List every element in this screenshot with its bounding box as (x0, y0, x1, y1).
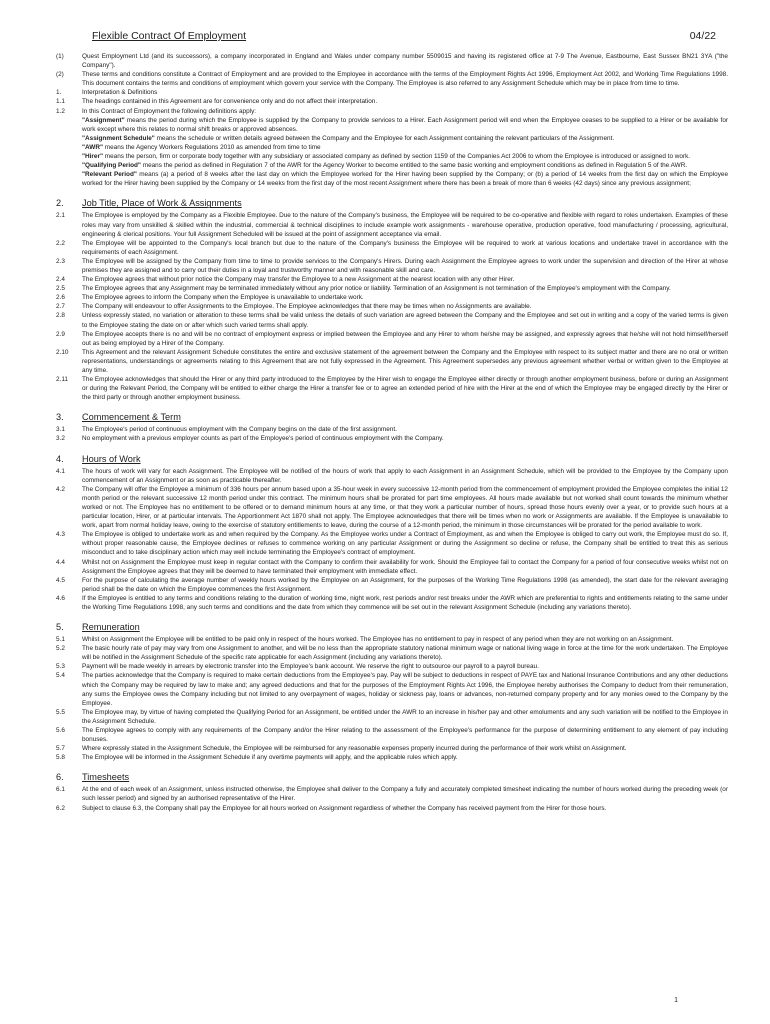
clause-text: This Agreement and the relevant Assignment Schedule constitutes the entire and exclusive statement of the agreement between the Company and the Employee with respect to its subject matter and there are no oral or written representations, understandings or agreements relating to this Agreement that are not fully expressed in the Agreement. This Agreement supersedes any previous agreement whether verbal or written given to the Employee at any time. (82, 348, 728, 374)
clause-text (82, 161, 728, 170)
clause-text: The Employee is employed by the Company as a Flexible Employee. Due to the nature of the Company's business, the Employee will be required to be co-operative and flexible with regard to roles undertaken. Examples of these roles may vary from unskilled & skilled within the industrial, commercial & technical disciplines to include example work assignments - warehouse operative, production operative, food manufacturing / processing, agricultural, engineering & clerical positions. Your full Assignment Scheduled will be issued at the point of assignment acceptance via email. (82, 212, 728, 238)
clause-number: 4.5 (56, 576, 65, 584)
clause-number: 2.7 (56, 303, 65, 311)
clause (56, 275, 728, 284)
clause-number: 6.1 (56, 786, 65, 794)
clause-text: The Company will offer the Employee a minimum of 336 hours per annum based upon a 35-hour week in every successive 12-month period from the commencement of employment provided the Employee completes the initial 12 month period or the relevant successive 12 month period under this contract. The minimum hours shall be prorated for part time employees. All hours made available but not worked shall count towards the minimum whether worked or not. The Employee has no entitlement to be offered or to demand minimum hours at any time, or that they work a particular number of hours, spread those hours evenly over a year, or to provide such hours at a particular location, Hirer, or at particular intervals. The Apportionment Act 1870 shall not apply. The Employee acknowledges that there will be times when no work or Assignments are available. If the Employee is unavailable to work, apart from normal holiday leave, owing to the exercise of statutory entitlements to leave, during the course of a 12-month period, the minimum in those circumstances will be prorated for the period available to work. (82, 485, 728, 530)
definition-text: means the period during which the Employee is supplied by the Company to provide services to a Hirer. Each Assignment period will end when the Employee ceases to be supplied to a Hirer or be available for work except where this relates to normal shift breaks or approved absences. (82, 116, 728, 133)
clause-text: The headings contained in this Agreement are for convenience only and do not affect their interpretation. (82, 98, 378, 106)
clause (56, 635, 728, 644)
clause-number: 2. (56, 198, 64, 209)
clause (56, 152, 728, 161)
clause-number: 4.6 (56, 594, 65, 602)
clause-text: At the end of each week of an Assignment, unless instructed otherwise, the Employee shall deliver to the Company a fully and accurately completed timesheet indicating the number of hours worked during the preceding week (or such lesser period) and signed by an authorised representative of the Hirer. (82, 786, 728, 803)
clause-text: The hours of work will vary for each Assignment. The Employee will be notified of the hours of work that apply to each Assignment in an Assignment Schedule, which will be provided to the Employee by the Company upon commencement of an Assignment or as soon as practicable thereafter. (82, 467, 728, 484)
clause-text: Subject to clause 6.3, the Company shall pay the Employee for all hours worked on Assignment regardless of whether the Company has received payment from the Hirer for those hours. (82, 804, 607, 812)
section-heading (56, 411, 728, 423)
document-header (92, 30, 716, 46)
clause (56, 594, 728, 612)
clause-text: The Employee acknowledges that should the Hirer or any third party introduced to the Employee by the Hirer wish to engage the Employee either directly or through another employment business, before or during an Assignment or during the Relevant Period, the Company will be entitled to either charge the Hirer a transfer fee or to agree an extended period of hire with the Hirer at the end of which the Employee may be engaged directly by the Hirer or the third party or through another employment business. (82, 376, 728, 402)
defined-term: "Assignment" (82, 116, 125, 124)
clause (56, 726, 728, 744)
clause (56, 302, 728, 311)
section-heading (56, 621, 728, 633)
clause-text: The Employee agrees that without prior notice the Company may transfer the Employee to a new Assignment at the nearest location with any other Hirer. (82, 276, 515, 284)
clause-number: 5.8 (56, 754, 65, 762)
clause-number: 5. (56, 622, 64, 633)
clause-number: 2.6 (56, 294, 65, 302)
clause-text: For the purpose of calculating the average number of weekly hours worked by the Employee on an Assignment, for the purposes of the Working Time Regulations 1998 (as amended), the start date for the relevant averaging period shall be the date on which the Employee commences the first Assignment. (82, 576, 728, 593)
clause (56, 70, 728, 88)
clause-text: Interpretation & Definitions (82, 89, 158, 97)
clause (56, 311, 728, 329)
clause-number: 5.7 (56, 745, 65, 753)
clause-number (56, 134, 82, 143)
clause (56, 530, 728, 557)
clause-text: The Employee accepts there is no and will be no contract of employment express or implied between the Employee and any Hirer to whom he/she may be assigned, and expressly agrees that he/she will not hold himself/herself out as being employed by a Hirer of the Company. (82, 330, 728, 347)
clause-text: In this Contract of Employment the following definitions apply: (82, 107, 257, 115)
clause-number: 1.1 (56, 98, 65, 106)
clause (56, 671, 728, 707)
clause-text: Whilst on Assignment the Employee will be entitled to be paid only in respect of the hours worked. The Employee has no entitlement to pay in respect of any period when they are not working on an Assignment. (82, 636, 674, 644)
clause-number: 4.2 (56, 485, 65, 493)
defined-term: "Hirer" (82, 153, 103, 161)
section-heading (56, 453, 728, 465)
clause (56, 785, 728, 803)
clause-text: The Employee is obliged to undertake work as and when required by the Company. As the Employee works under a Contract of Employment, as and when the Employee is obliged to carry out work, the Employee must do so. If, without proper reasonable cause, the Employee declines or refuses to commence working on any particular Assignment or during the Assignment so decline or refuse, the Company shall be entitled to treat this as serious misconduct and to take disciplinary action which may well include terminating the Employee's contract of employment. (82, 531, 728, 557)
clause-number: 1. (56, 89, 62, 97)
clause-text: These terms and conditions constitute a Contract of Employment and are provided to the Employee in accordance with the terms of the Employment Rights Act 1996, Employment Act 2002, and Working Time Regulations 1998. This document contains the terms and conditions of employment which govern your service with the Company. The Employee is also referred to any Assignment Schedule which may be in place from time to time. (82, 71, 728, 88)
clause-text (82, 143, 728, 152)
clause (56, 107, 728, 116)
clause-text: Payment will be made weekly in arrears by electronic transfer into the Employee's bank account. We reserve the right to outsource our payroll to a payroll bureau. (82, 663, 539, 671)
clause (56, 52, 728, 70)
document-title: Flexible Contract Of Employment (92, 30, 247, 42)
clause-text: No employment with a previous employer counts as part of the Employee's period of continuous employment with the Company. (82, 435, 444, 443)
clause-number: 6.2 (56, 804, 65, 812)
clause-text: The basic hourly rate of pay may vary from one Assignment to another, and will be no less than the appropriate statutory national minimum wage or national living wage in force at the time for the work undertaken. The Employee will be notified in the Assignment Schedule of the specific rate applicable for each Assignment (including any variations thereto). (82, 645, 728, 662)
definition-text: means the schedule or written details agreed between the Company and the Employee for each Assignment containing the relevant particulars of the Assignment. (154, 134, 615, 142)
clause (56, 744, 728, 753)
clause-text: The parties acknowledge that the Company is required to make certain deductions from the Employee's pay. Pay will be subject to deductions in respect of PAYE tax and National Insurance Contributions and any other deductions which the Company may be required by law to make and; any agreed deductions and that for the purposes of the Employment Rights Act 1996, the Employee hereby authorises the Company to deduct from their remuneration, any sums the Employee owes the Company including but not limited to any overpayment of wages, holiday or sickness pay, loans or advances, non-returned company property and for any monies owed to the Company by the Employee. (82, 672, 728, 707)
clause (56, 558, 728, 576)
clause-text: If the Employee is entitled to any terms and conditions relating to the duration of working time, night work, rest periods and/or rest breaks under the AWR which are preferential to rights and entitlements relating to the same under the Working Time Regulations 1998, any such terms and conditions and the date from which they commence will be set out in the relevant Assignment Schedule (including any variations thereto). (82, 594, 728, 611)
clause-number: (2) (56, 71, 64, 79)
clause-text: Where expressly stated in the Assignment Schedule, the Employee will be reimbursed for any reasonable expenses properly incurred during the performance of their work whilst on Assignment. (82, 745, 627, 753)
clause-number: 2.2 (56, 239, 65, 247)
clause-text (82, 170, 728, 188)
definition-text: means (a) a period of 8 weeks after the last day on which the Employee worked for the Hirer having been supplied by the Company; or (b) a period of 14 weeks from the first day on which the Employee worked for the Hirer having been supplied by the Company or 14 weeks from the first day of the most recent Assignment where there has been a break of more than 6 weeks (42 days) since any previous assignment; (82, 171, 728, 188)
clause-text: Commencement & Term (82, 412, 181, 423)
clause-text (82, 116, 728, 134)
clause-number: 5.3 (56, 663, 65, 671)
clause-number (56, 143, 82, 152)
clause (56, 485, 728, 530)
clause-number (56, 116, 82, 134)
document-reference: 04/22 (689, 30, 716, 42)
clause-number: 2.9 (56, 330, 65, 338)
definition-text: means the Agency Workers Regulations 2010 as amended from time to time (102, 143, 321, 151)
definition-text: means the person, firm or corporate body together with any subsidiary or associated company as defined by section 1159 of the Companies Act 2006 to whom the Employee is introduced or assigned to work. (102, 153, 691, 161)
clause-number (56, 170, 82, 188)
clause-number: 2.5 (56, 285, 65, 293)
clause (56, 143, 728, 152)
clause-number: 5.2 (56, 645, 65, 653)
clause-number: 2.3 (56, 257, 65, 265)
clause-number: 4.3 (56, 531, 65, 539)
clause (56, 753, 728, 762)
clause-text: The Employee agrees to comply with any requirements of the Company and/or the Hirer relating to the assessment of the Employee's performance for the purpose of determining entitlement to any element of pay including bonuses. (82, 727, 728, 744)
clause-text: The Employee may, by virtue of having completed the Qualifying Period for an Assignment, be entitled under the AWR to an increase in his/her pay and other emoluments and any such variation will be notified to the Employee in the Assignment Schedule. (82, 708, 728, 725)
clause (56, 161, 728, 170)
clause (56, 467, 728, 485)
clause-text: Whilst not on Assignment the Employee must keep in regular contact with the Company to confirm their availability for work. Should the Employee fail to contact the Company for a period of four consecutive weeks whilst not on Assignment the Employee agrees that they will be deemed to have terminated their employment with immediate effect. (82, 558, 728, 575)
clause-text (82, 152, 728, 161)
clause-text: The Employee will be assigned by the Company from time to time to provide services to the Company's Hirers. During each Assignment the Employee agrees to work under the supervision and direction of the Hirer at whose premises they are assigned and to carry out their duties in a loyal and trustworthy manner and with reasonable skill and care. (82, 257, 728, 274)
clause-number: 2.8 (56, 312, 65, 320)
document-body (56, 52, 728, 813)
clause-text: The Employee will be informed in the Assignment Schedule if any overtime payments will apply, and the applicable rules which apply. (82, 754, 458, 762)
clause (56, 804, 728, 813)
clause (56, 708, 728, 726)
clause-text: The Employee agrees to inform the Company when the Employee is unavailable to undertake work. (82, 294, 364, 302)
clause-number: 4.1 (56, 467, 65, 475)
clause (56, 425, 728, 434)
clause-text: Job Title, Place of Work & Assignments (82, 198, 242, 209)
clause-number (56, 161, 82, 170)
clause-text: The Employee agrees that any Assignment may be terminated immediately without any prior notice or liability. Termination of an Assignment is not termination of the Employee's employment with the Company. (82, 285, 671, 293)
clause-number: 2.1 (56, 212, 65, 220)
clause (56, 88, 728, 97)
clause-number: 2.4 (56, 276, 65, 284)
clause (56, 293, 728, 302)
section-heading (56, 197, 728, 209)
clause-number: 3.2 (56, 435, 65, 443)
clause-number: 5.4 (56, 672, 65, 680)
clause-text: Timesheets (82, 772, 130, 783)
clause (56, 330, 728, 348)
clause-number: 4. (56, 453, 64, 464)
clause-text: The Employee's period of continuous employment with the Company begins on the date of the first assignment. (82, 426, 397, 434)
clause-number: 2.11 (56, 376, 68, 384)
clause (56, 284, 728, 293)
clause-number: 4.4 (56, 558, 65, 566)
clause-text (82, 134, 728, 143)
clause (56, 434, 728, 443)
clause (56, 257, 728, 275)
clause-text: Quest Employment Ltd (and its successors), a company incorporated in England and Wales under company number 5509015 and having its registered office at 7-9 The Avenue, Eastbourne, East Sussex BN21 3YA ("the Company"). (82, 53, 728, 70)
clause (56, 239, 728, 257)
definition-text: means the period as defined in Regulation 7 of the AWR for the Agency Worker to become entitled to the same basic working and employment conditions as defined in Regulation 5 of the AWR. (140, 162, 688, 170)
defined-term: "AWR" (82, 143, 103, 151)
clause-number: 5.5 (56, 708, 65, 716)
clause-number: 6. (56, 772, 64, 783)
page-number: 1 (674, 997, 678, 1004)
defined-term: "Assignment Schedule" (82, 134, 155, 142)
clause (56, 348, 728, 375)
clause-number: 3.1 (56, 426, 65, 434)
clause (56, 662, 728, 671)
clause-text: Unless expressly stated, no variation or alteration to these terms shall be valid unless the details of such variation are agreed between the Company and the Employee and set out in writing and a copy of the varied terms is given to the Employee stating the date on or after which such varied terms shall apply. (82, 312, 728, 329)
clause-number: (1) (56, 53, 64, 60)
defined-term: "Relevant Period" (82, 171, 137, 179)
defined-term: "Qualifying Period" (82, 162, 141, 170)
clause-text: Remuneration (82, 622, 140, 633)
clause (56, 576, 728, 594)
clause (56, 211, 728, 238)
clause (56, 134, 728, 143)
clause-number (56, 152, 82, 161)
clause (56, 97, 728, 106)
clause-number: 5.6 (56, 727, 65, 734)
clause-number: 1.2 (56, 107, 65, 115)
clause-number: 5.1 (56, 636, 65, 644)
clause-text: The Company will endeavour to offer Assignments to the Employee. The Employee acknowledges that there may be times when no Assignments are available. (82, 303, 532, 311)
section-heading (56, 771, 728, 783)
clause-number: 3. (56, 412, 64, 423)
clause-number: 2.10 (56, 348, 69, 356)
clause-text: Hours of Work (82, 453, 141, 464)
clause-text: The Employee will be appointed to the Company's local branch but due to the nature of the Company's business the Employee will be required to work at various locations and undertake travel in accordance with the requirements of each Assignment. (82, 239, 728, 256)
clause (56, 375, 728, 402)
clause (56, 170, 728, 188)
clause (56, 644, 728, 662)
clause (56, 116, 728, 134)
